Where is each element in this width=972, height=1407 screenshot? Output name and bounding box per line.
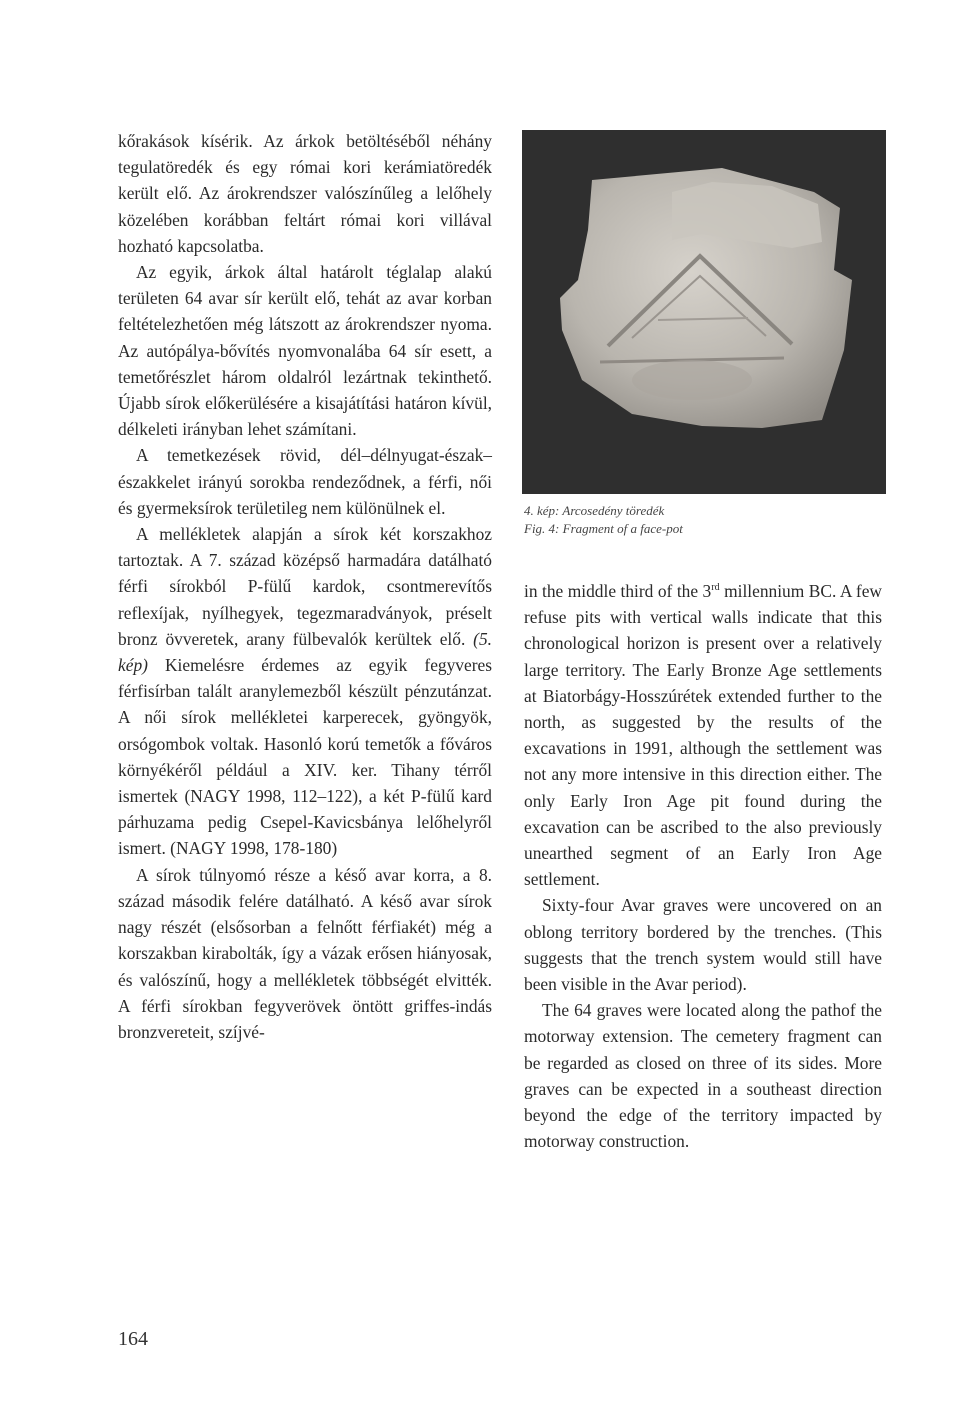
paragraph-text: in the middle third of the 3 [524, 581, 712, 601]
caption-english: Fig. 4: Fragment of a face-pot [524, 521, 683, 536]
paragraph: kőrakások kísérik. Az árkok betöltéséből néhány tegulatöredék és egy római kori kerámiatöredék került elő. Az árokrendszer valószínűleg a lelőhely közelében korábban feltárt római kori villával hozható kapcsolatba. [118, 131, 492, 256]
paragraph: A temetkezések rövid, dél–délnyugat-észak–északkelet irányú sorokba rendeződnek, a férfi, női és gyermeksírok területileg nem különülnek el. [118, 445, 492, 518]
paragraph: Sixty-four Avar graves were uncovered on an oblong territory bordered by the trenches. (This suggests that the trench system would still have been visible in the Avar period). [524, 895, 882, 995]
figure-reference: (5. kép) [118, 628, 492, 676]
paragraph-text: millennium BC. A few refuse pits with vertical walls indicate that this chronological horizon is present over a relatively large territory. The Early Bronze Age settlements at Biatorbágy-Hosszúrétek extended further to the north, as suggested by the results of the excavations in 1991, although the settlement was not any more intensive in this direction either. The only Early Iron Age pit found during the excavation can be ascribed to the also previously unearthed segment of an Early Iron Age settlement. [524, 581, 882, 890]
paragraph [118, 521, 492, 862]
paragraph: Az egyik, árkok által határolt téglalap alakú területen 64 avar sír került elő, tehát az avar korban feltételezhetően még látszott az árokrendszer nyoma. Az autópálya-bővítés nyomvonalába 64 sír esett, a temetőrészlet három oldalról lezártnak tekinthető. Újabb sírok előkerülésére a kisajátítási határon kívül, délkeleti irányban lehet számítani. [118, 262, 492, 440]
left-column-text [118, 128, 492, 1045]
ordinal-suffix: rd [711, 582, 720, 594]
fragment-image [522, 130, 886, 494]
paragraph-text: A mellékletek alapján a sírok két korszakhoz tartoztak. A 7. század középső harmadára datálható férfi sírokból P-fülű kardok, csontmerevítős reflexíjak, nyílhegyek, tegezmaradványok, préselt bronz övveretek, arany fülbevalók kerültek elő. [118, 524, 492, 649]
page-number: 164 [118, 1328, 148, 1350]
paragraph [524, 578, 882, 892]
face-pot-fragment-photo [522, 130, 886, 494]
paragraph: A sírok túlnyomó része a késő avar korra, a 8. század második felére datálható. A késő avar sírok nagy részét (elsősorban a felnőtt férfiakét) még a korszakban kirabolták, így a vázak erősen hiányosak, és valószínű, hogy a mellékletek többségét elvitték. A férfi sírokban fegyverövek öntött griffes-indás bronzvereteit, szíjvé- [118, 864, 492, 1042]
right-column-text [524, 578, 882, 1154]
figure-caption [524, 502, 884, 538]
paragraph: The 64 graves were located along the pathof the motorway extension. The cemetery fragment can be regarded as closed on three of its sides. More graves can be expected in a southeast direction beyond the edge of the territory impacted by motorway construction. [524, 1000, 882, 1152]
caption-hungarian: 4. kép: Arcosedény töredék [524, 503, 665, 518]
paragraph-text: Kiemelésre érdemes az egyik fegyveres férfisírban talált aranylemezből készült pénzutánzat. A női sírok mellékletei karperecek, gyöngyök, orsógombok voltak. Hasonló korú temetők a főváros környékéről például a XIV. ker. Tihany térről ismertek (NAGY 1998, 112–122), a két P-fülű kard párhuzama pedig Csepel-Kavicsbánya lelőhelyről ismert. (NAGY 1998, 178-180) [118, 655, 492, 859]
